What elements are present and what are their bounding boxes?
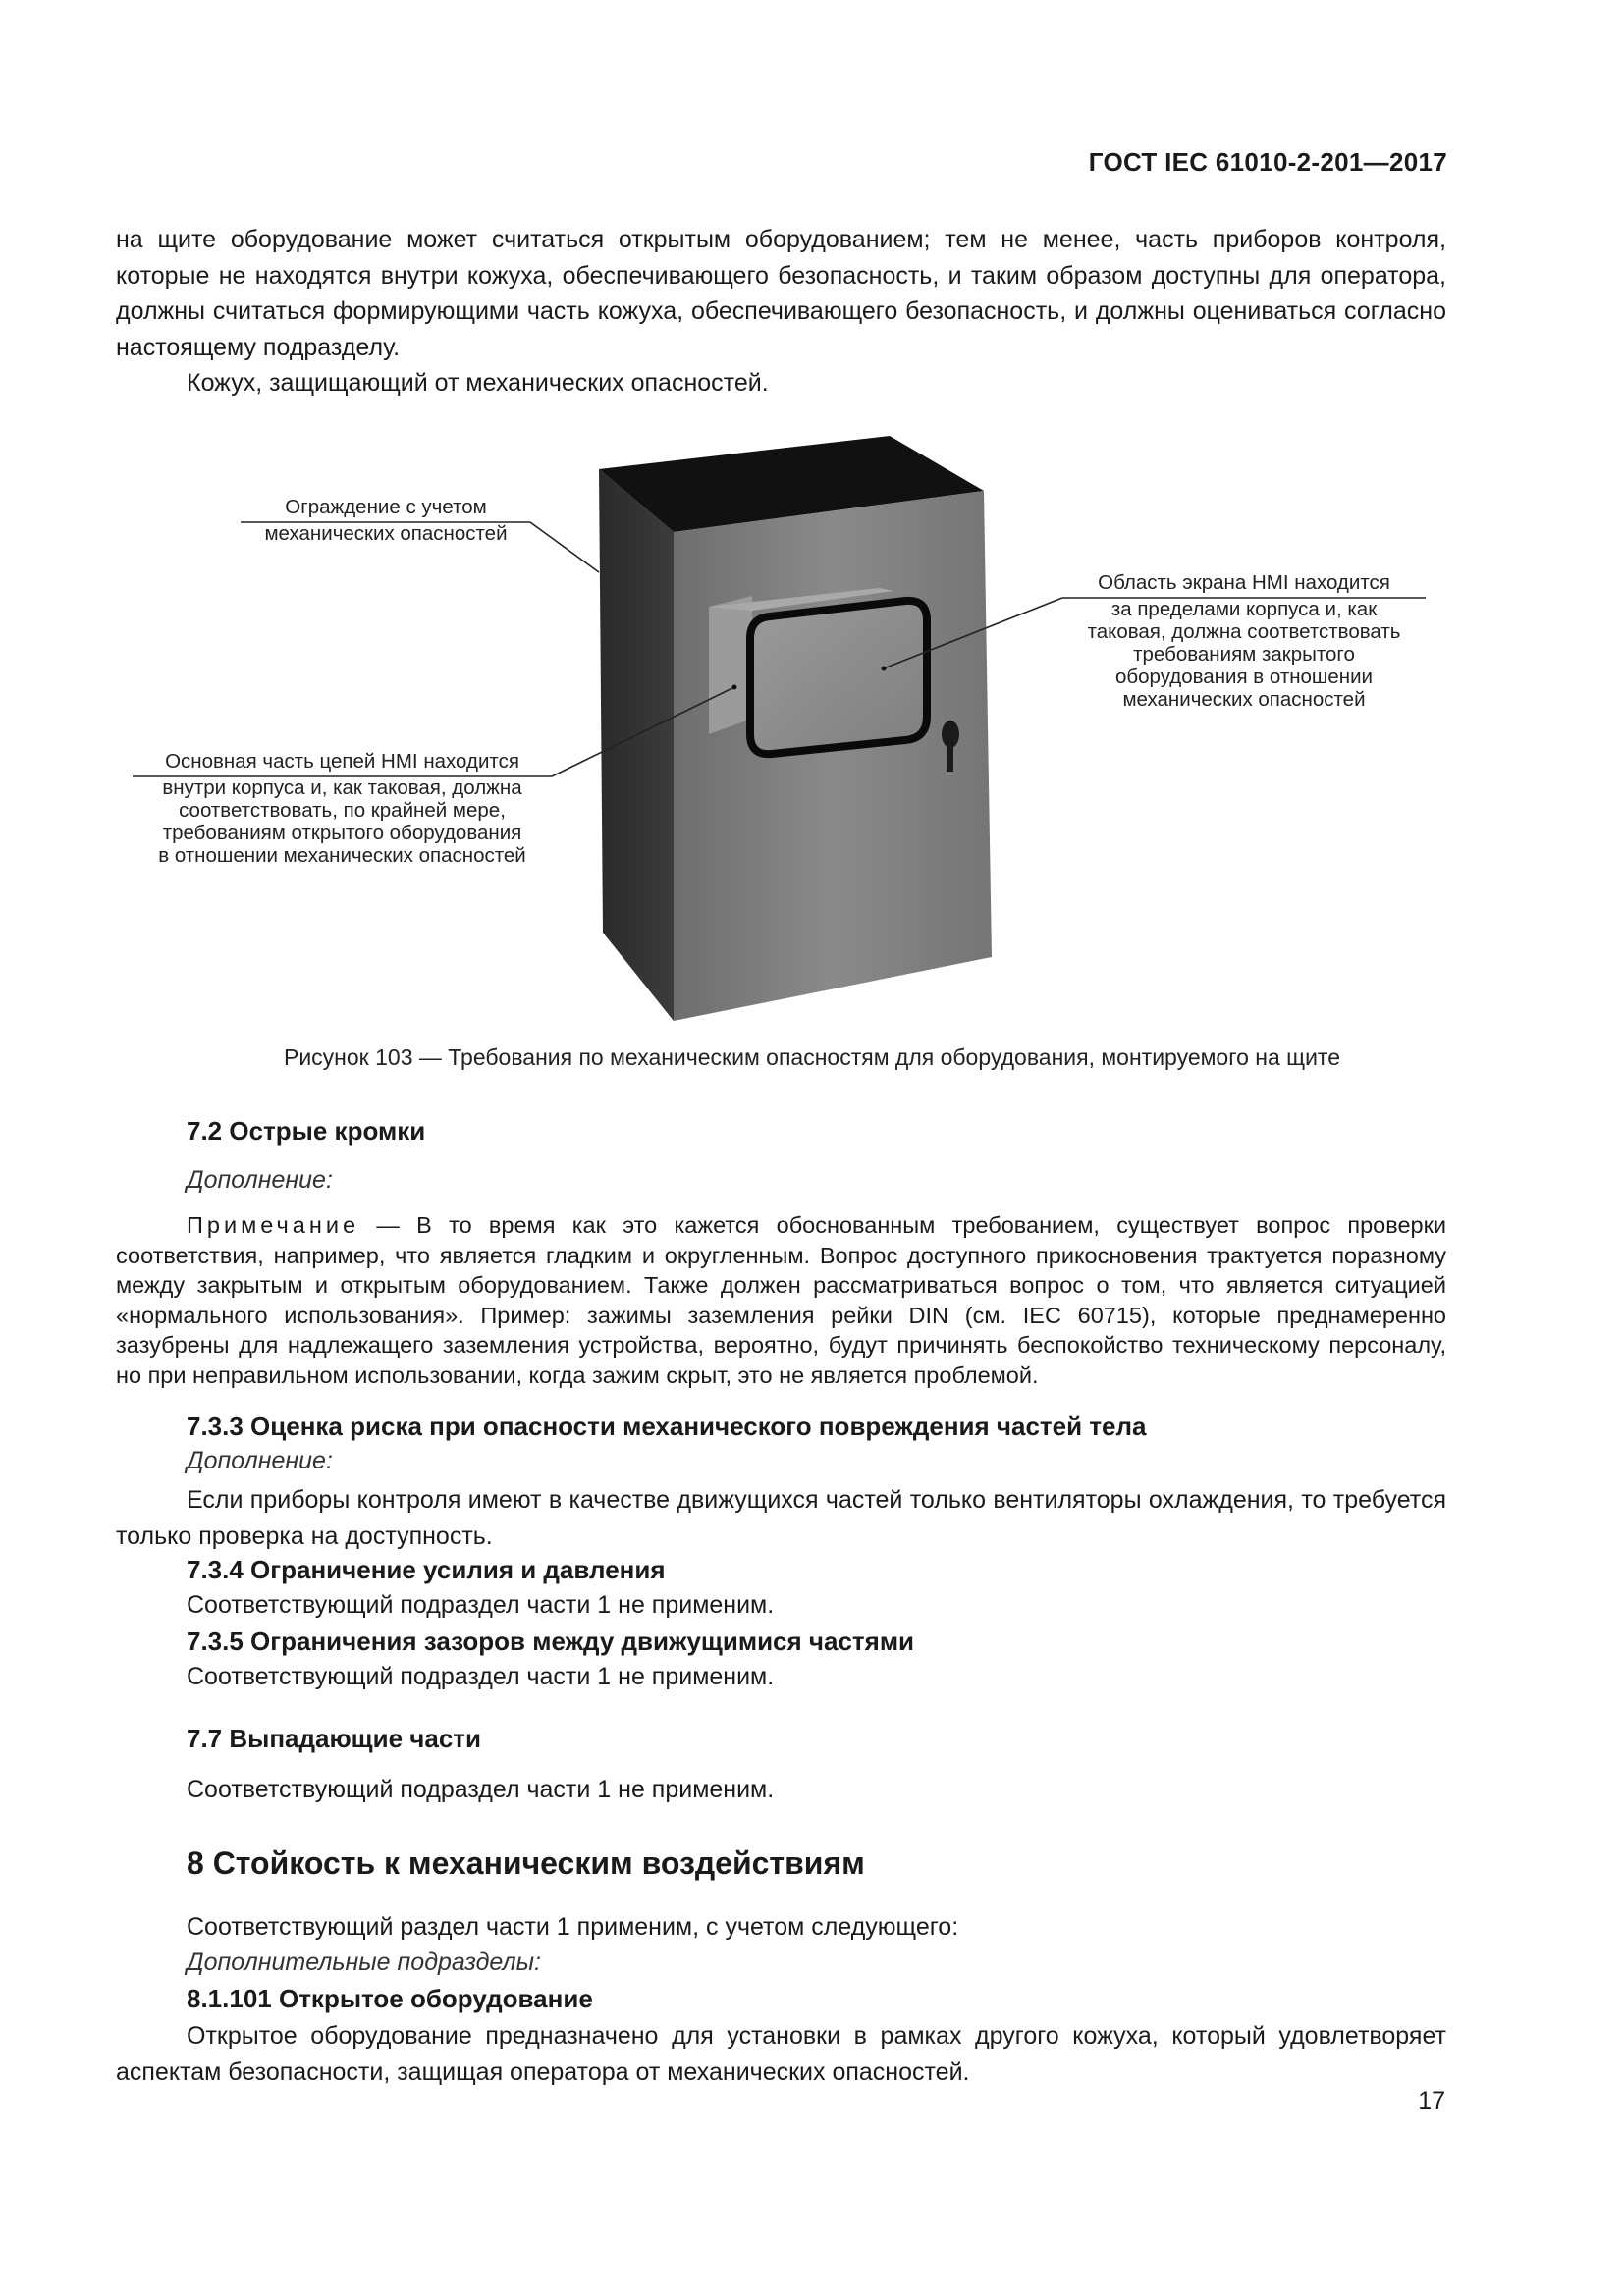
heading-7-3-4: 7.3.4 Ограничение усилия и давления — [187, 1555, 666, 1584]
heading-8-1-101: 8.1.101 Открытое оборудование — [187, 1984, 593, 2013]
note-text: — В то время как это кажется обоснованным требованием, существует вопрос проверки соответствия, например, что является гладким и округленным. Вопрос доступного прикосновения трактуется поразному между закрытым и открытым оборудованием. Также должен рассматриваться вопрос о том, что является ситуацией «нормального использования». Пример: зажимы заземления рейки DIN (см. IEC 60715), которые преднамеренно зазубрены для надлежащего заземления устройства, вероятно, будут причинять беспокойство техническому персоналу, но при неправильном использовании, когда зажим скрыт, это не является проблемой. — [116, 1212, 1446, 1388]
callout-screen-line-3: таковая, должна соответствовать — [1087, 620, 1401, 643]
callout-circuits-line-1: Основная часть цепей HMI находится — [165, 750, 519, 773]
intro-paragraph: на щите оборудование может считаться открытым оборудованием; тем не менее, часть приборов контроля, которые не находятся внутри кожуха, обеспечивающего безопасность, и таким образом доступны для оператора, должны считаться формирующими часть кожуха, обеспечивающего безопасность, и должны оцениваться согласно настоящему подразделу. — [116, 226, 1446, 361]
figure-caption: Рисунок 103 — Требования по механическим опасностям для оборудования, монтируемого на щите — [283, 1044, 1340, 1070]
heading-7-7: 7.7 Выпадающие части — [187, 1724, 482, 1753]
addition-7-2: Дополнение: — [187, 1166, 333, 1194]
callout-hmi-circuits — [128, 750, 557, 867]
heading-7-3-3: 7.3.3 Оценка риска при опасности механического повреждения частей тела — [187, 1412, 1147, 1441]
callout-circuits-line-2: внутри корпуса и, как таковая, должна — [162, 776, 522, 799]
text-7-3-4: Соответствующий подраздел части 1 не применим. — [187, 1591, 775, 1619]
text-7-3-5: Соответствующий подраздел части 1 не применим. — [187, 1663, 775, 1690]
callout-screen-line-5: оборудования в отношении — [1115, 666, 1373, 688]
text-7-7: Соответствующий подраздел части 1 не применим. — [187, 1776, 775, 1803]
enclosure-front — [674, 491, 992, 1021]
page-number: 17 — [1418, 2087, 1445, 2114]
enclosure-side — [599, 469, 674, 1021]
leader-guard — [530, 522, 599, 572]
addition-8: Дополнительные подразделы: — [187, 1949, 541, 1976]
note-label: Примечание — [187, 1212, 360, 1238]
heading-7-3-5: 7.3.5 Ограничения зазоров между движущимися частями — [187, 1627, 915, 1656]
hmi-screen-frame — [750, 601, 927, 754]
note-7-2 — [116, 1210, 1446, 1390]
callout-circuits-line-4: требованиям открытого оборудования — [162, 822, 522, 844]
callout-guard-line-2: механических опасностей — [264, 522, 508, 545]
callout-screen-line-1: Область экрана HMI находится — [1098, 571, 1390, 594]
heading-7-2: 7.2 Острые кромки — [187, 1116, 426, 1146]
callout-screen-line-2: за пределами корпуса и, как — [1110, 598, 1378, 620]
callout-circuits-line-5: в отношении механических опасностей — [158, 844, 526, 867]
figure-intro-line: Кожух, защищающий от механических опасностей. — [187, 369, 769, 397]
addition-7-3-3: Дополнение: — [187, 1447, 333, 1474]
text-8-1-101: Открытое оборудование предназначено для установки в рамках другого кожуха, который удовлетворяет аспектам безопасности, защищая оператора от механических опасностей. — [116, 2022, 1446, 2086]
callout-guard — [244, 496, 528, 545]
callout-circuits-line-3: соответствовать, по крайней мере, — [179, 799, 506, 822]
heading-8: 8 Стойкость к механическим воздействиям — [187, 1845, 865, 1881]
text-7-3-3: Если приборы контроля имеют в качестве движущихся частей только вентиляторы охлаждения, то требуется только проверка на доступность. — [116, 1486, 1446, 1550]
callout-screen-line-4: требованиям закрытого — [1133, 643, 1355, 666]
document-code: ГОСТ IEC 61010-2-201—2017 — [1088, 147, 1447, 177]
callout-guard-line-1: Ограждение с учетом — [285, 496, 487, 518]
callout-hmi-screen — [1062, 571, 1426, 711]
callout-screen-line-6: механических опасностей — [1122, 688, 1366, 711]
hmi-box-side — [709, 596, 752, 734]
text-8: Соответствующий раздел части 1 применим, с учетом следующего: — [187, 1913, 959, 1941]
